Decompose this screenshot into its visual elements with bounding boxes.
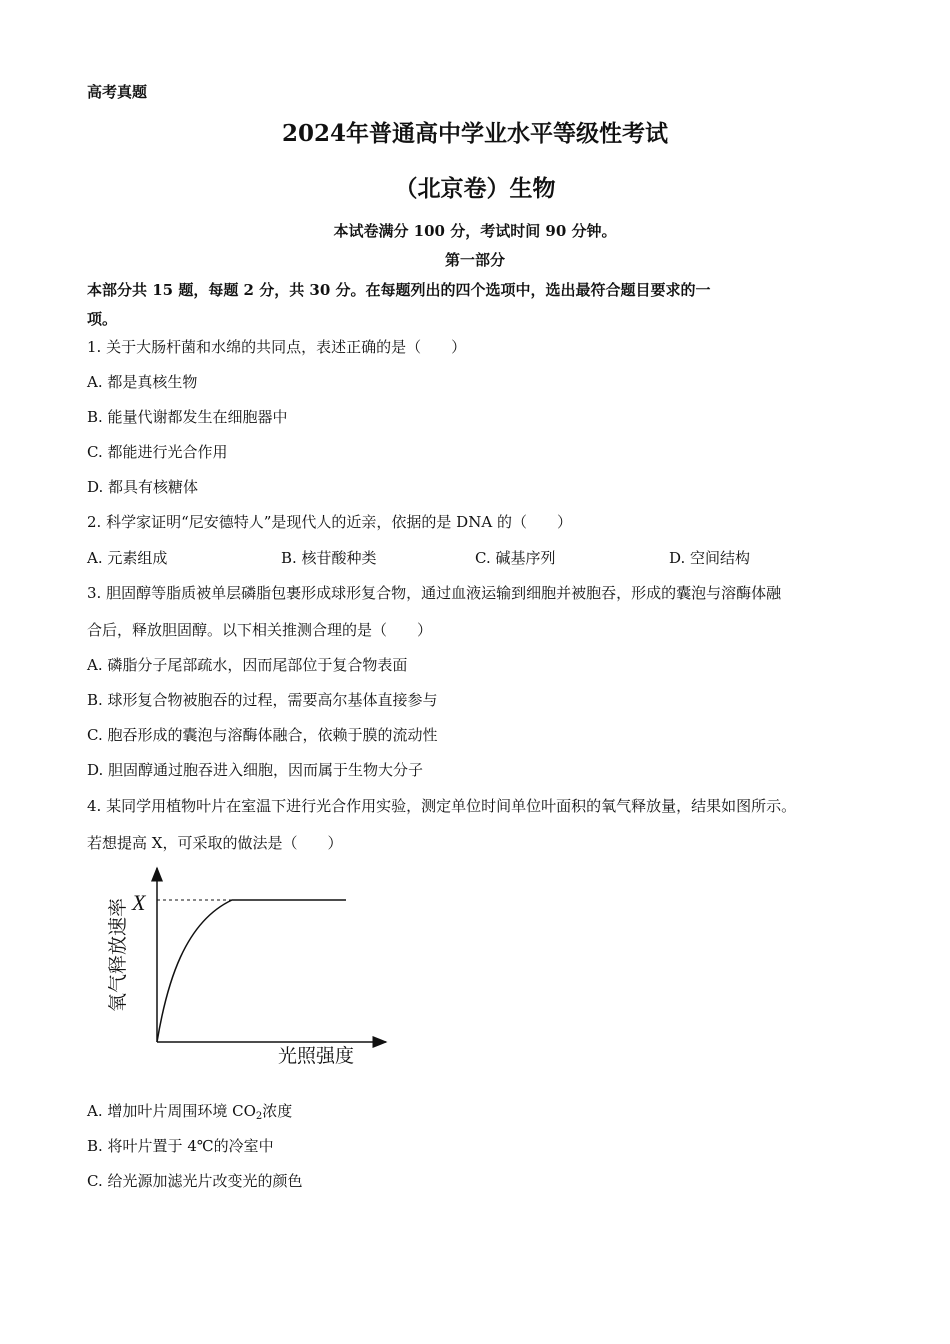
part-instructions: 本部分共 15 题，每题 2 分，共 30 分。在每题列出的四个选项中，选出最符合题目要求的一 (87, 281, 711, 299)
q3-option-d: D. 胆固醇通过胞吞进入细胞，因而属于生物大分子 (87, 761, 424, 779)
q4-option-a (87, 1101, 292, 1127)
plateau-label: X (132, 890, 146, 915)
exam-info: 本试卷满分 100 分，考试时间 90 分钟。 (333, 222, 617, 240)
q2-option-c: C. 碱基序列 (475, 549, 556, 567)
y-axis-label: 氧气释放速率 (107, 897, 129, 1013)
q3-option-b: B. 球形复合物被胞吞的过程，需要高尔基体直接参与 (87, 691, 438, 709)
q3-option-a: A. 磷脂分子尾部疏水，因而尾部位于复合物表面 (87, 656, 408, 674)
q4-stem: 4. 某同学用植物叶片在室温下进行光合作用实验，测定单位时间单位叶面积的氧气释放量，结果如图所示。 (87, 797, 797, 815)
exam-subtitle: （北京卷）生物 (394, 175, 556, 202)
q4-option-a-text: A. 增加叶片周围环境 CO (87, 1102, 256, 1120)
q4-stem-cont: 若想提高 X，可采取的做法是（ ） (87, 834, 343, 852)
part-title: 第一部分 (444, 251, 505, 269)
q2-option-b: B. 核苷酸种类 (281, 549, 377, 567)
exam-title: 2024年普通高中学业水平等级性考试 (281, 120, 668, 147)
q3-option-c: C. 胞吞形成的囊泡与溶酶体融合，依赖于膜的流动性 (87, 726, 438, 744)
q4-option-a-suffix: 浓度 (262, 1102, 293, 1120)
q1-stem: 1. 关于大肠杆菌和水绵的共同点，表述正确的是（ ） (87, 338, 467, 356)
q1-option-c: C. 都能进行光合作用 (87, 443, 228, 461)
x-axis-label: 光照强度 (278, 1045, 355, 1067)
q4-option-c: C. 给光源加滤光片改变光的颜色 (87, 1172, 303, 1190)
q2-stem: 2. 科学家证明“尼安德特人”是现代人的近亲，依据的是 DNA 的（ ） (87, 513, 572, 531)
q1-option-d: D. 都具有核糖体 (87, 478, 199, 496)
q1-option-a: A. 都是真核生物 (87, 373, 198, 391)
q4-option-b: B. 将叶片置于 4℃的冷室中 (87, 1137, 274, 1155)
q3-stem: 3. 胆固醇等脂质被单层磷脂包裹形成球形复合物，通过血液运输到细胞并被胞吞，形成的囊泡与溶酶体融 (87, 584, 782, 602)
part-instructions-cont: 项。 (87, 310, 118, 328)
response-curve (157, 900, 346, 1042)
q4-option-a-subscript: 2 (255, 1111, 263, 1122)
q1-option-b: B. 能量代谢都发生在细胞器中 (87, 408, 288, 426)
oxygen-release-graph (90, 862, 400, 1072)
header-tag: 高考真题 (87, 83, 148, 101)
q2-option-a: A. 元素组成 (87, 549, 168, 567)
q2-option-d: D. 空间结构 (669, 549, 751, 567)
q3-stem-cont: 合后，释放胆固醇。以下相关推测合理的是（ ） (87, 621, 433, 639)
